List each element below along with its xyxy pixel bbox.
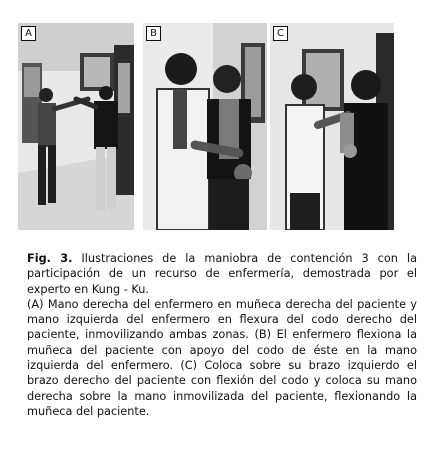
photo-illustration-c	[270, 23, 394, 230]
photo-illustration-b	[143, 23, 267, 230]
photo-panel-b	[143, 23, 267, 230]
caption-intro-text: Ilustraciones de la maniobra de contención 3 con la participación de un recurso de enfermería, demostrada por el experto en Kung - Ku.	[27, 252, 417, 296]
figure-photos	[18, 23, 394, 230]
caption-intro	[27, 251, 417, 297]
photo-illustration-a	[18, 23, 134, 230]
photo-panel-a	[18, 23, 134, 230]
panel-label-a: A	[21, 26, 36, 41]
figure-label: Fig. 3.	[27, 252, 73, 265]
panel-label-c: C	[273, 26, 288, 41]
figure-caption	[27, 251, 417, 419]
photo-panel-c	[270, 23, 394, 230]
panel-label-b: B	[146, 26, 161, 41]
caption-body: (A) Mano derecha del enfermero en muñeca derecha del paciente y mano izquierda del enfermero en flexura del codo derecho del paciente, inmovilizando ambas zonas. (B) El enfermero flexiona la muñeca del paciente con apoyo del codo de éste en la mano izquierda del enfermero. (C) Coloca sobre su brazo izquierdo el brazo derecho del paciente con flexión del codo y coloca su mano derecha sobre la mano inmovilizada del paciente, flexionando la muñeca del paciente.	[27, 297, 417, 418]
